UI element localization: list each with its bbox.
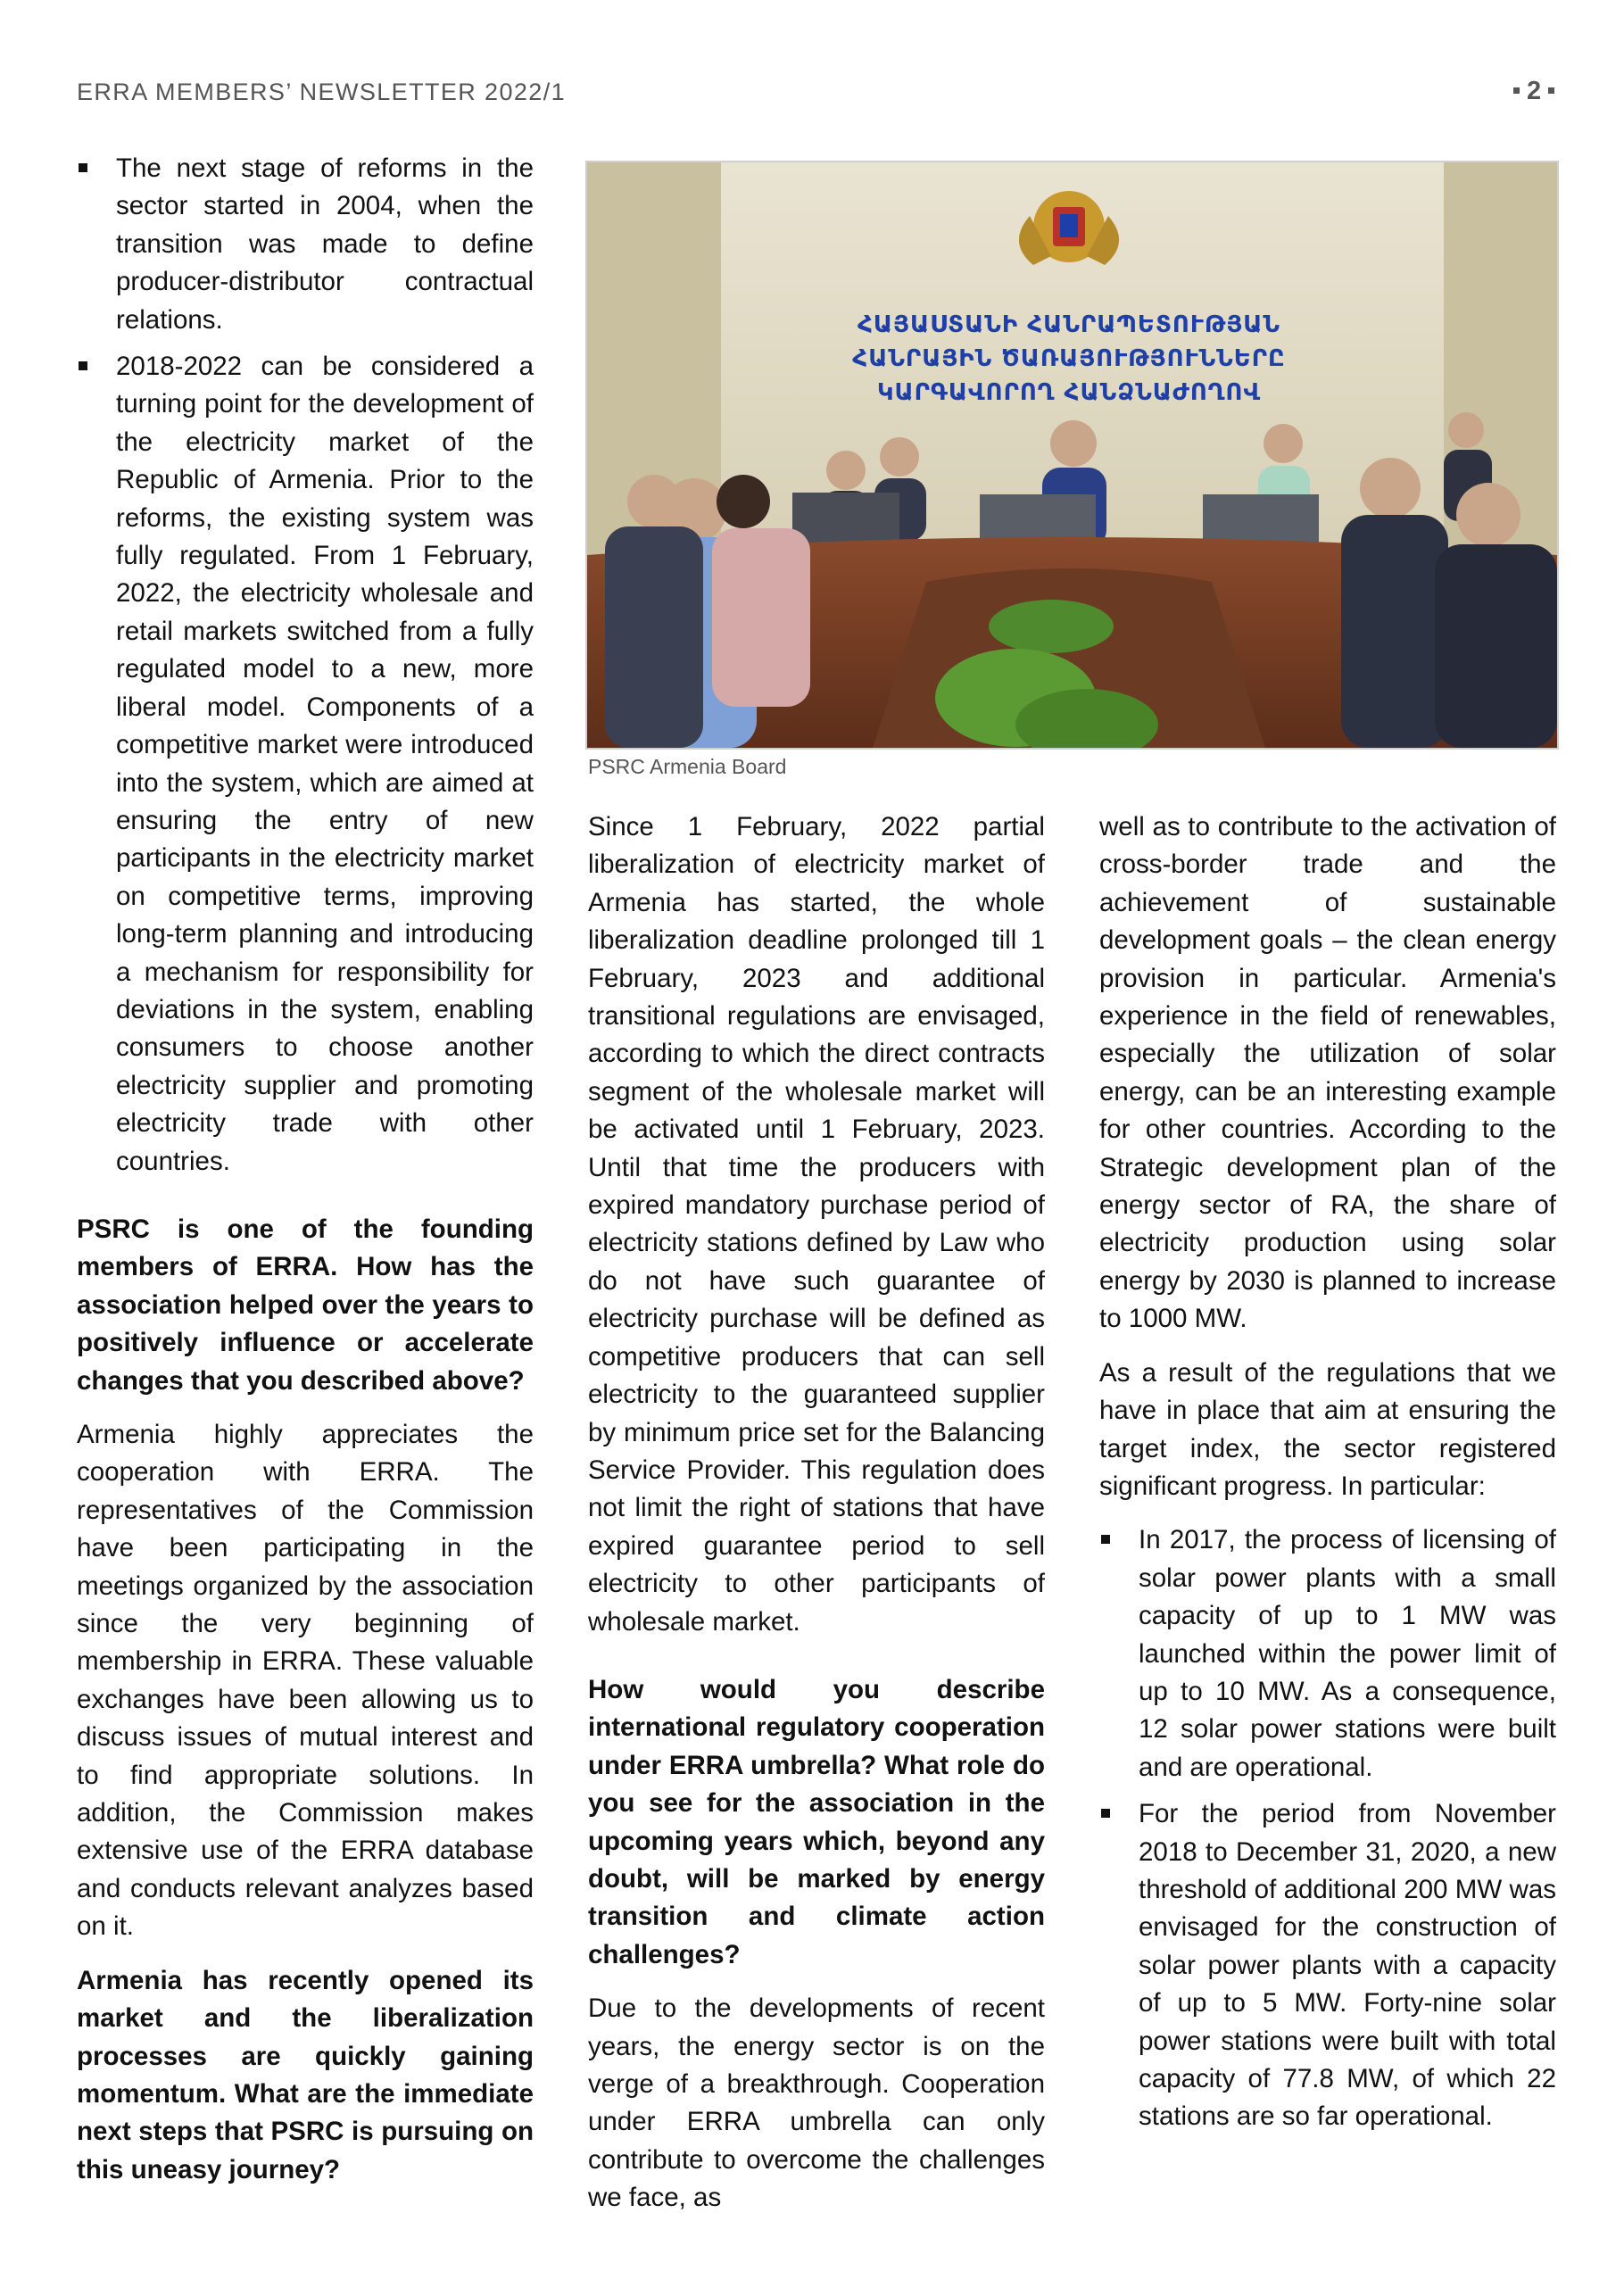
square-bullet-icon — [1101, 1809, 1110, 1818]
list-item-text: 2018-2022 can be considered a turning point for the development of the electricity market of the Republic of Armenia. Prior to the reforms, the existing system was fully regulated. From 1 February, 2022, the electricity wholesale and retail markets switched from a fully regulated model to a new, more liberal model. Components of a competitive market were introduced into the system, which are aimed at ensuring the entry of new participants in the electricity market on competitive terms, improving long-term planning and introducing a mechanism for responsibility for deviations in the system, enabling consumers to choose another electricity supplier and promoting electricity trade with other countries. — [116, 352, 534, 1176]
column-right — [1099, 808, 1556, 2145]
list-item — [77, 150, 534, 339]
newsletter-title: ERRA MEMBERS’ NEWSLETTER 2022/1 — [77, 79, 567, 105]
list-item-text: For the period from November 2018 to December 31, 2020, a new threshold of additional 200 MW was envisaged for the construction of solar power plants with a capacity of up to 5 MW. Forty-nine solar power stations were built with total capacity of 77.8 MW, of which 22 stations are so far operational. — [1139, 1799, 1556, 2132]
list-item — [1099, 1521, 1556, 1786]
photo-caption: PSRC Armenia Board — [588, 755, 787, 778]
sign-line: ՀԱՆՐԱՅԻՆ ԾԱՌԱՅՈՒԹՅՈՒՆՆԵՐԸ — [852, 345, 1286, 372]
page-number — [1506, 77, 1562, 106]
paragraph: Since 1 February, 2022 partial liberalization of electricity market of Armenia has started, the whole liberalization deadline prolonged till 1 February, 2023 and additional transitional regulations are envisaged, according to which the direct contracts segment of the wholesale market will be activated until 1 February, 2023. Until that time the producers with expired mandatory purchase period of electricity stations defined by Law who do not have such guarantee of electricity purchase will be defined as competitive producers that can sell electricity to the guaranteed supplier by minimum price set for the Balancing Service Provider. This regulation does not limit the right of stations that have expired guarantee period to sell electricity to other participants of wholesale market. — [588, 812, 1045, 1637]
page-number-value: 2 — [1527, 77, 1542, 105]
interview-question: Armenia has recently opened its market and the liberalization processes are quickly gaining momentum. What are the immediate next steps that PSRC is pursuing on this uneasy journey? — [77, 1965, 534, 2184]
board-photo — [585, 161, 1559, 750]
column-left — [77, 150, 534, 2205]
sign-line: ԿԱՐԳԱՎՈՐՈՂ ՀԱՆՁՆԱԺՈՂՈՎ — [876, 379, 1262, 406]
square-bullet-icon — [1548, 87, 1554, 94]
interview-answer: Armenia highly appreciates the cooperation with ERRA. The representatives of the Commission have been participating in the meetings organized by the association since the very beginning of membership in ERRA. These valuable exchanges have been allowing us to discuss issues of mutual interest and to find appropriate solutions. In addition, the Commission makes extensive use of the ERRA database and conducts relevant analyzes based on it. — [77, 1420, 534, 1942]
paragraph: As a result of the regulations that we have in place that aim at ensuring the target index, the sector registered significant progress. In particular: — [1099, 1357, 1556, 1501]
interview-question: How would you describe international regulatory cooperation under ERRA umbrella? What role do you see for the association in the upcoming years which, beyond any doubt, will be marked by energy transition and climate action challenges? — [588, 1674, 1045, 1969]
sign-line: ՀԱՅԱՍՏԱՆԻ ՀԱՆՐԱՊԵՏՈՒԹՅԱՆ — [857, 311, 1281, 338]
paragraph: well as to contribute to the activation of cross-border trade and the achievement of sustainable development goals – the clean energy provision in particular. Armenia's experience in the field of renewables, especially the utilization of solar energy, can be an interesting example for other countries. According to the Strategic development plan of the energy sector of RA, the share of electricity production using solar energy by 2030 is planned to increase to 1000 MW. — [1099, 812, 1556, 1334]
column-middle — [588, 808, 1045, 2234]
bullet-list — [1099, 1521, 1556, 2136]
square-bullet-icon — [1513, 87, 1520, 94]
paragraph: Due to the developments of recent years, the energy sector is on the verge of a breakthrough. Cooperation under ERRA umbrella can only contribute to overcome the challenges we face, as — [588, 1993, 1045, 2213]
square-bullet-icon — [1101, 1535, 1110, 1544]
interview-question: PSRC is one of the founding members of ERRA. How has the association helped over the years to positively influence or accelerate changes that you described above? — [77, 1214, 534, 1396]
bullet-list — [77, 150, 534, 1181]
list-item-text: The next stage of reforms in the sector started in 2004, when the transition was made to define producer-distributor contractual relations. — [116, 153, 534, 335]
list-item-text: In 2017, the process of licensing of solar power plants with a small capacity of up to 1 MW was launched within the power limit of up to 10 MW. As a consequence, 12 solar power stations were built and are operational. — [1139, 1525, 1556, 1782]
list-item — [1099, 1795, 1556, 2136]
board-photo-illustration — [587, 162, 1557, 748]
square-bullet-icon — [79, 163, 87, 172]
list-item — [77, 348, 534, 1181]
square-bullet-icon — [79, 361, 87, 370]
